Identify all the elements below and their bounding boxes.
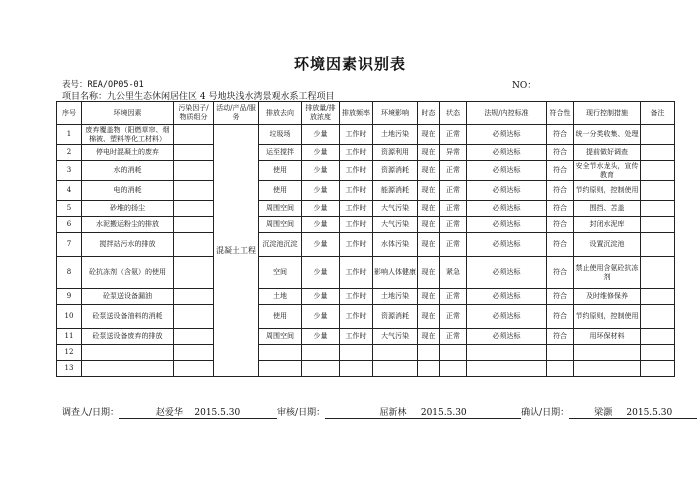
control-measure: 封闭水泥库 [574, 217, 641, 233]
signature-footer [62, 405, 697, 419]
environmental-impact: 资源利用 [373, 145, 418, 161]
control-measure: 节约原则，控制使用 [574, 181, 641, 201]
investigator-date: 2015.5.30 [194, 408, 241, 418]
state: 紧急 [440, 257, 467, 289]
state: 正常 [440, 125, 467, 145]
header-cell: 法规/内控标准 [467, 102, 547, 125]
pollutant-factor [174, 217, 214, 233]
pollutant-factor [174, 161, 214, 181]
tense: 现在 [418, 201, 440, 217]
conformity: 符合 [547, 329, 574, 345]
discharge-frequency: 工作时 [340, 233, 373, 257]
discharge-destination: 使用 [259, 305, 302, 329]
regulatory-standard: 必须达标 [467, 257, 547, 289]
discharge-destination: 使用 [259, 161, 302, 181]
header-cell: 污染因子/物质组分 [174, 102, 214, 125]
pollutant-factor [174, 329, 214, 345]
discharge-destination: 使用 [259, 181, 302, 201]
state: 正常 [440, 201, 467, 217]
discharge-amount [302, 361, 340, 377]
header-cell: 时态 [418, 102, 440, 125]
table-row [57, 289, 675, 305]
discharge-destination: 周围空间 [259, 329, 302, 345]
table-row [57, 257, 675, 289]
conformity: 符合 [547, 201, 574, 217]
environmental-impact: 土地污染 [373, 125, 418, 145]
remark [641, 145, 675, 161]
conformity [547, 361, 574, 377]
conformity: 符合 [547, 181, 574, 201]
header-cell: 环境影响 [373, 102, 418, 125]
conformity: 符合 [547, 145, 574, 161]
state: 正常 [440, 289, 467, 305]
remark [641, 217, 675, 233]
discharge-frequency: 工作时 [340, 201, 373, 217]
table-header-row [57, 102, 675, 125]
confirm-date: 2015.5.30 [626, 408, 673, 418]
header-cell: 备注 [641, 102, 675, 125]
tense: 现在 [418, 305, 440, 329]
environmental-impact: 能源消耗 [373, 181, 418, 201]
tense: 现在 [418, 329, 440, 345]
regulatory-standard: 必须达标 [467, 329, 547, 345]
confirm-label: 确认/日期： [521, 408, 570, 418]
discharge-amount: 少量 [302, 161, 340, 181]
activity-char: 土 [232, 245, 240, 255]
remark [641, 289, 675, 305]
discharge-destination: 运至搅拌 [259, 145, 302, 161]
environmental-factor: 水泥搬运粉尘的排放 [82, 217, 174, 233]
pollutant-factor [174, 125, 214, 145]
activity-char: 程 [248, 245, 256, 255]
discharge-amount: 少量 [302, 305, 340, 329]
regulatory-standard: 必须达标 [467, 305, 547, 329]
discharge-frequency: 工作时 [340, 217, 373, 233]
discharge-amount: 少量 [302, 289, 340, 305]
regulatory-standard: 必须达标 [467, 181, 547, 201]
environmental-factor: 停电时混凝土的废弃 [82, 145, 174, 161]
conformity: 符合 [547, 217, 574, 233]
discharge-frequency: 工作时 [340, 181, 373, 201]
control-measure [574, 345, 641, 361]
conformity: 符合 [547, 289, 574, 305]
discharge-amount: 少量 [302, 125, 340, 145]
conformity: 符合 [547, 233, 574, 257]
regulatory-standard: 必须达标 [467, 125, 547, 145]
remark [641, 361, 675, 377]
tense: 现在 [418, 181, 440, 201]
tense: 现在 [418, 257, 440, 289]
discharge-destination: 沉淀池沉淀 [259, 233, 302, 257]
environmental-impact: 水体污染 [373, 233, 418, 257]
discharge-amount: 少量 [302, 257, 340, 289]
pollutant-factor [174, 233, 214, 257]
investigator-name: 赵爱华 [155, 408, 183, 418]
header-cell: 状态 [440, 102, 467, 125]
environmental-impact [373, 345, 418, 361]
activity-merged-cell [214, 125, 259, 377]
row-number: 12 [57, 345, 82, 361]
row-number: 7 [57, 233, 82, 257]
regulatory-standard: 必须达标 [467, 233, 547, 257]
table-row [57, 161, 675, 181]
investigator-label: 调查人/日期： [62, 408, 120, 418]
table-row [57, 361, 675, 377]
row-number: 13 [57, 361, 82, 377]
remark [641, 329, 675, 345]
pollutant-factor [174, 345, 214, 361]
pollutant-factor [174, 145, 214, 161]
remark [641, 305, 675, 329]
table-row [57, 305, 675, 329]
reviewer-date: 2015.5.30 [420, 408, 467, 418]
state: 正常 [440, 161, 467, 181]
control-measure: 统一分类收集、处理 [574, 125, 641, 145]
pollutant-factor [174, 181, 214, 201]
tense: 现在 [418, 233, 440, 257]
state: 正常 [440, 305, 467, 329]
row-number: 10 [57, 305, 82, 329]
regulatory-standard: 必须达标 [467, 161, 547, 181]
state: 正常 [440, 181, 467, 201]
row-number: 1 [57, 125, 82, 145]
environmental-impact: 资源消耗 [373, 161, 418, 181]
header-cell: 排放频率 [340, 102, 373, 125]
remark [641, 125, 675, 145]
tense: 现在 [418, 161, 440, 181]
environmental-impact: 土地污染 [373, 289, 418, 305]
conformity [547, 345, 574, 361]
discharge-amount: 少量 [302, 181, 340, 201]
discharge-destination: 周围空间 [259, 217, 302, 233]
pollutant-factor [174, 361, 214, 377]
discharge-frequency: 工作时 [340, 257, 373, 289]
form-number: 表号：REA/OP05-01 [62, 80, 144, 90]
state: 正常 [440, 217, 467, 233]
control-measure: 及时维修保养 [574, 289, 641, 305]
control-measure: 设置沉淀池 [574, 233, 641, 257]
reviewer-name: 屈新林 [379, 408, 407, 418]
row-number: 8 [57, 257, 82, 289]
page-title: 环境因素识别表 [293, 55, 406, 73]
header-cell: 排放去向 [259, 102, 302, 125]
environmental-factor: 水的消耗 [82, 161, 174, 181]
header-cell: 序号 [57, 102, 82, 125]
header-cell: 环境因素 [82, 102, 174, 125]
discharge-amount [302, 345, 340, 361]
row-number: 6 [57, 217, 82, 233]
confirmer-name: 梁灏 [594, 408, 613, 418]
state: 正常 [440, 233, 467, 257]
control-measure: 围挡、苫盖 [574, 201, 641, 217]
pollutant-factor [174, 257, 214, 289]
reviewer-signature [325, 405, 521, 419]
environmental-factor: 砼泵送设备漏油 [82, 289, 174, 305]
discharge-frequency [340, 345, 373, 361]
state [440, 361, 467, 377]
discharge-frequency: 工作时 [340, 305, 373, 329]
header-cell: 符合性 [547, 102, 574, 125]
state: 异常 [440, 145, 467, 161]
discharge-destination: 周围空间 [259, 201, 302, 217]
environmental-impact: 大气污染 [373, 217, 418, 233]
state: 正常 [440, 329, 467, 345]
environmental-factor [82, 361, 174, 377]
discharge-amount: 少量 [302, 233, 340, 257]
discharge-amount: 少量 [302, 217, 340, 233]
row-number: 5 [57, 201, 82, 217]
remark [641, 201, 675, 217]
control-measure: 节约原则，控制使用 [574, 305, 641, 329]
discharge-destination: 空间 [259, 257, 302, 289]
environmental-factor: 砼泵送设备油料的消耗 [82, 305, 174, 329]
table-row [57, 233, 675, 257]
table-row [57, 145, 675, 161]
table-row [57, 181, 675, 201]
tense: 现在 [418, 217, 440, 233]
table-row [57, 201, 675, 217]
remark [641, 161, 675, 181]
discharge-destination [259, 345, 302, 361]
environmental-factor: 砼抗冻剂（含氨）的使用 [82, 257, 174, 289]
discharge-destination: 土地 [259, 289, 302, 305]
row-number: 11 [57, 329, 82, 345]
activity-char: 凝 [224, 245, 232, 255]
header-cell: 排放量/排放浓度 [302, 102, 340, 125]
conformity: 符合 [547, 161, 574, 181]
document-no-label: NO： [512, 81, 537, 91]
discharge-frequency: 工作时 [340, 289, 373, 305]
environmental-factor: 电的消耗 [82, 181, 174, 201]
environmental-impact: 影响人体健康 [373, 257, 418, 289]
header-cell: 现行控制措施 [574, 102, 641, 125]
discharge-frequency: 工作时 [340, 145, 373, 161]
environmental-factor: 废弃覆盖物（阳燃草帘、烟棉被、塑料等化工材料） [82, 125, 174, 145]
investigator-signature [119, 405, 277, 419]
regulatory-standard: 必须达标 [467, 201, 547, 217]
environmental-factor-table [56, 101, 675, 377]
tense: 现在 [418, 145, 440, 161]
control-measure: 提前做好调查 [574, 145, 641, 161]
regulatory-standard: 必须达标 [467, 289, 547, 305]
environmental-impact: 资源消耗 [373, 305, 418, 329]
conformity: 符合 [547, 305, 574, 329]
discharge-amount: 少量 [302, 201, 340, 217]
confirm-signature [569, 405, 697, 419]
row-number: 3 [57, 161, 82, 181]
state [440, 345, 467, 361]
environmental-impact: 大气污染 [373, 201, 418, 217]
activity-char: 工 [240, 245, 248, 255]
environmental-factor [82, 345, 174, 361]
header-cell: 活动/产品/服务 [214, 102, 259, 125]
regulatory-standard [467, 361, 547, 377]
environmental-impact [373, 361, 418, 377]
discharge-amount: 少量 [302, 329, 340, 345]
discharge-frequency: 工作时 [340, 329, 373, 345]
regulatory-standard: 必须达标 [467, 145, 547, 161]
table-row [57, 217, 675, 233]
conformity: 符合 [547, 257, 574, 289]
tense [418, 345, 440, 361]
remark [641, 257, 675, 289]
control-measure: 安全节水龙头，宣传教育 [575, 161, 639, 179]
project-name: 项目名称：九公里生态休闲居住区 4 号地块浅水湾景观水系工程项目 [62, 92, 335, 102]
reviewer-label: 审核/日期： [277, 408, 326, 418]
environmental-factor: 砂堆的扬尘 [82, 201, 174, 217]
environmental-impact: 大气污染 [373, 329, 418, 345]
control-measure: 禁止使用含氨砼抗冻剂 [574, 257, 641, 289]
discharge-frequency: 工作时 [340, 125, 373, 145]
remark [641, 181, 675, 201]
discharge-destination [259, 361, 302, 377]
discharge-frequency [340, 361, 373, 377]
tense: 现在 [418, 125, 440, 145]
discharge-destination: 垃圾场 [259, 125, 302, 145]
environmental-factor: 搅拌站污水的排放 [82, 233, 174, 257]
row-number: 4 [57, 181, 82, 201]
discharge-amount: 少量 [302, 145, 340, 161]
row-number: 2 [57, 145, 82, 161]
pollutant-factor [174, 201, 214, 217]
table-row [57, 345, 675, 361]
environmental-factor: 砼泵送设备废弃的排放 [82, 329, 174, 345]
row-number: 9 [57, 289, 82, 305]
control-measure [574, 361, 641, 377]
regulatory-standard: 必须达标 [467, 217, 547, 233]
remark [641, 345, 675, 361]
table-row [57, 125, 675, 145]
tense [418, 361, 440, 377]
regulatory-standard [467, 345, 547, 361]
table-row [57, 329, 675, 345]
conformity: 符合 [547, 125, 574, 145]
tense: 现在 [418, 289, 440, 305]
control-measure: 用环保材料 [574, 329, 641, 345]
discharge-frequency: 工作时 [340, 161, 373, 181]
pollutant-factor [174, 305, 214, 329]
activity-char: 混 [216, 245, 224, 255]
pollutant-factor [174, 289, 214, 305]
remark [641, 233, 675, 257]
